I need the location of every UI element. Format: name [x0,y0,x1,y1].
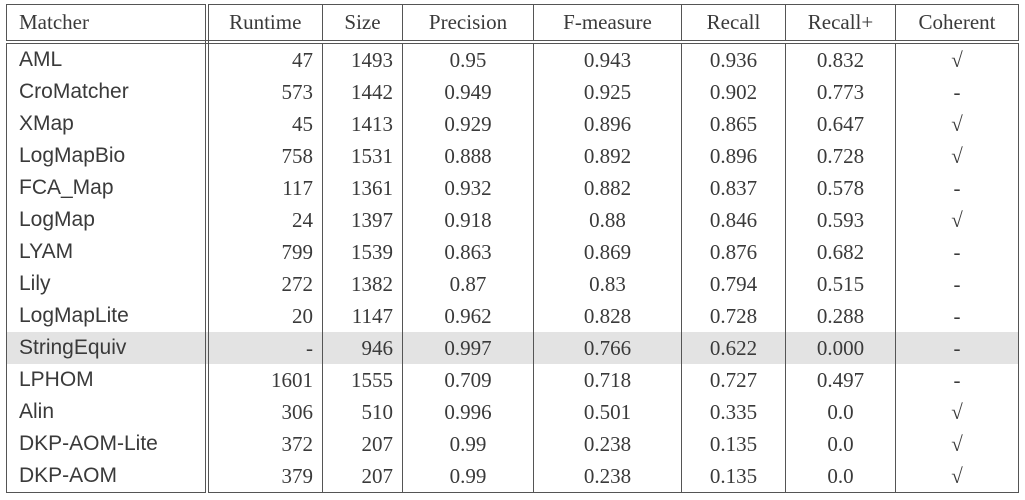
matcher-name: XMap [7,108,207,140]
matcher-results-table [6,4,1019,493]
table-row [7,300,1019,332]
runtime-cell: 24 [292,207,313,232]
recall-plus-cell: 0.832 [786,42,896,76]
coherent-cell: - [896,300,1019,332]
matcher-name: LPHOM [7,364,207,396]
recall-plus-cell: 0.593 [786,204,896,236]
header-size: Size [323,5,403,43]
size-cell: 1382 [323,268,403,300]
matcher-name: Alin [7,396,207,428]
recall-cell: 0.865 [682,108,786,140]
size-cell: 1539 [323,236,403,268]
runtime-cell: - [207,332,323,364]
table-row [7,268,1019,300]
coherent-cell: √ [896,428,1019,460]
runtime-cell: 379 [207,460,323,493]
size-cell: 1493 [323,42,403,76]
precision-cell: 0.99 [403,428,534,460]
matcher-name: LogMap [7,204,207,236]
precision-cell: 0.709 [403,364,534,396]
recall-plus-cell: 0.0 [786,428,896,460]
matcher-name: LYAM [7,236,207,268]
recall-cell: 0.135 [682,460,786,493]
precision-cell: 0.949 [403,76,534,108]
runtime-cell: 272 [281,271,313,296]
matcher-name: AML [7,42,207,76]
table-row [7,236,1019,268]
results-table-container [6,4,1018,493]
coherent-cell: √ [896,108,1019,140]
header-precision: Precision [403,5,534,43]
table-body [7,42,1019,493]
table-row [7,42,1019,76]
size-cell: 1555 [323,364,403,396]
precision-cell: 0.87 [403,268,534,300]
precision-cell: 0.863 [403,236,534,268]
coherent-cell: - [896,268,1019,300]
table-row [7,332,1019,364]
matcher-name: Lily [7,268,207,300]
recall-plus-cell: 0.515 [786,268,896,300]
recall-plus-cell: 0.578 [786,172,896,204]
precision-cell: 0.932 [403,172,534,204]
precision-cell: 0.996 [403,396,534,428]
runtime-cell: 1601 [271,367,313,392]
f-measure-cell: 0.892 [534,140,682,172]
recall-plus-cell: 0.728 [786,140,896,172]
matcher-name: CroMatcher [7,76,207,108]
runtime-cell: 20 [292,303,313,328]
runtime-cell: 372 [281,431,313,456]
coherent-cell: - [896,172,1019,204]
coherent-cell: - [896,364,1019,396]
table-row [7,428,1019,460]
f-measure-cell: 0.83 [534,268,682,300]
table-row [7,204,1019,236]
f-measure-cell: 0.828 [534,300,682,332]
precision-cell: 0.99 [403,460,534,493]
coherent-cell: - [896,332,1019,364]
header-recall-plus: Recall+ [786,5,896,43]
matcher-name: LogMapBio [7,140,207,172]
recall-plus-cell: 0.288 [786,300,896,332]
header-f-measure: F-measure [534,5,682,43]
header-coherent: Coherent [896,5,1019,43]
matcher-name: LogMapLite [7,300,207,332]
header-recall: Recall [682,5,786,43]
runtime-cell: 573 [281,79,313,104]
size-cell: 207 [323,460,403,493]
coherent-cell: √ [896,460,1019,493]
recall-cell: 0.727 [682,364,786,396]
table-row [7,172,1019,204]
coherent-cell: √ [896,140,1019,172]
coherent-cell: - [896,236,1019,268]
size-cell: 510 [323,396,403,428]
runtime-cell: 799 [281,239,313,264]
recall-cell: 0.846 [682,204,786,236]
table-row [7,460,1019,493]
recall-plus-cell: 0.682 [786,236,896,268]
coherent-cell: √ [896,204,1019,236]
runtime-cell: 47 [292,47,313,72]
recall-cell: 0.876 [682,236,786,268]
precision-cell: 0.997 [403,332,534,364]
size-cell: 946 [323,332,403,364]
recall-cell: 0.135 [682,428,786,460]
runtime-cell: 306 [281,399,313,424]
size-cell: 1531 [323,140,403,172]
precision-cell: 0.929 [403,108,534,140]
size-cell: 1147 [323,300,403,332]
recall-cell: 0.902 [682,76,786,108]
coherent-cell: - [896,76,1019,108]
matcher-name: FCA_Map [7,172,207,204]
header-runtime: Runtime [207,5,323,43]
runtime-cell: 117 [282,175,313,200]
f-measure-cell: 0.925 [534,76,682,108]
f-measure-cell: 0.718 [534,364,682,396]
recall-cell: 0.622 [682,332,786,364]
matcher-name: DKP-AOM [7,460,207,493]
precision-cell: 0.888 [403,140,534,172]
f-measure-cell: 0.501 [534,396,682,428]
recall-cell: 0.335 [682,396,786,428]
f-measure-cell: 0.766 [534,332,682,364]
f-measure-cell: 0.882 [534,172,682,204]
precision-cell: 0.918 [403,204,534,236]
f-measure-cell: 0.238 [534,428,682,460]
matcher-name: DKP-AOM-Lite [7,428,207,460]
f-measure-cell: 0.238 [534,460,682,493]
recall-cell: 0.896 [682,140,786,172]
runtime-cell: 45 [292,111,313,136]
f-measure-cell: 0.869 [534,236,682,268]
size-cell: 1397 [323,204,403,236]
table-row [7,140,1019,172]
size-cell: 1442 [323,76,403,108]
table-row [7,76,1019,108]
runtime-cell: 758 [281,143,313,168]
precision-cell: 0.962 [403,300,534,332]
recall-plus-cell: 0.773 [786,76,896,108]
f-measure-cell: 0.943 [534,42,682,76]
recall-plus-cell: 0.497 [786,364,896,396]
header-row [7,5,1019,43]
precision-cell: 0.95 [403,42,534,76]
recall-cell: 0.837 [682,172,786,204]
recall-plus-cell: 0.000 [786,332,896,364]
recall-plus-cell: 0.0 [786,396,896,428]
matcher-name: StringEquiv [7,332,207,364]
recall-cell: 0.936 [682,42,786,76]
size-cell: 1413 [323,108,403,140]
recall-plus-cell: 0.0 [786,460,896,493]
recall-cell: 0.728 [682,300,786,332]
coherent-cell: √ [896,42,1019,76]
recall-plus-cell: 0.647 [786,108,896,140]
f-measure-cell: 0.88 [534,204,682,236]
table-row [7,364,1019,396]
size-cell: 207 [323,428,403,460]
table-row [7,108,1019,140]
coherent-cell: √ [896,396,1019,428]
header-matcher: Matcher [7,5,207,43]
f-measure-cell: 0.896 [534,108,682,140]
table-row [7,396,1019,428]
recall-cell: 0.794 [682,268,786,300]
size-cell: 1361 [323,172,403,204]
